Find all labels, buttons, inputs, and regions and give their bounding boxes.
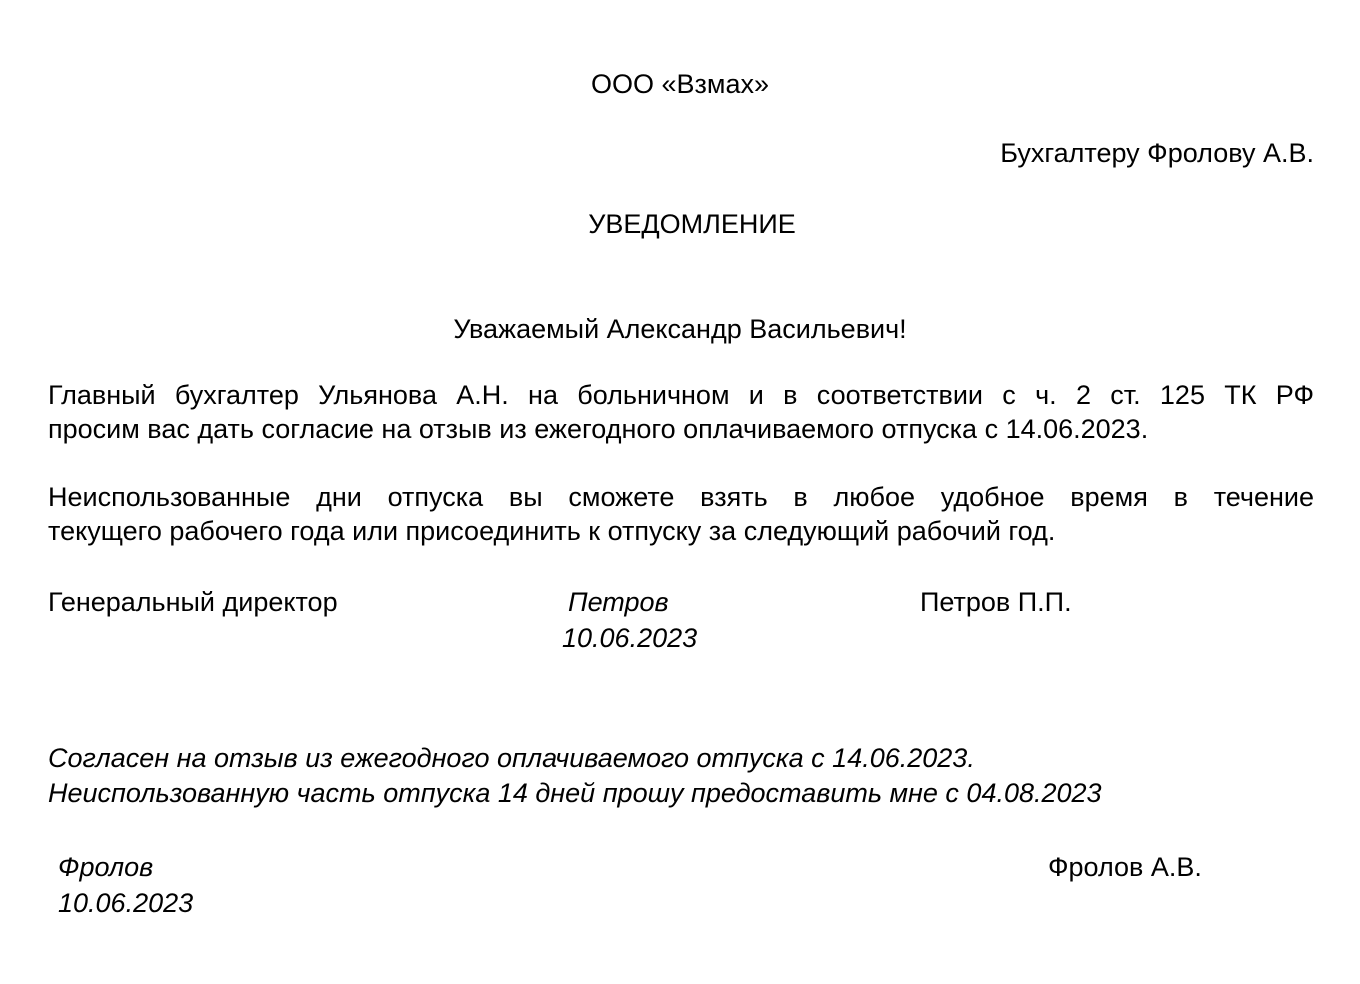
paragraph-1-line-1: Главный бухгалтер Ульянова А.Н. на больничном и в соответствии с ч. 2 ст. 125 ТК РФ	[48, 380, 1314, 410]
paragraph-2	[48, 480, 1314, 548]
salutation: Уважаемый Александр Васильевич!	[453, 314, 907, 344]
consent-line-2: Неиспользованную часть отпуска 14 дней прошу предоставить мне с 04.08.2023	[48, 778, 1102, 808]
document-title: УВЕДОМЛЕНИЕ	[588, 209, 796, 239]
paragraph-2-line-2: текущего рабочего года или присоединить к отпуску за следующий рабочий год.	[48, 516, 1056, 546]
employee-signature: Фролов	[58, 852, 154, 882]
director-position: Генеральный директор	[48, 587, 338, 617]
employee-signature-date: 10.06.2023	[58, 888, 194, 918]
paragraph-2-line-1: Неиспользованные дни отпуска вы сможете взять в любое удобное время в течение	[48, 482, 1314, 512]
organization-name: ООО «Взмах»	[590, 69, 769, 99]
director-signature: Петров	[568, 587, 669, 617]
addressee: Бухгалтеру Фролову А.В.	[1000, 138, 1314, 168]
director-signature-date: 10.06.2023	[562, 623, 698, 653]
paragraph-1	[48, 378, 1314, 446]
paragraph-1-line-2: просим вас дать согласие на отзыв из ежегодного оплачиваемого отпуска с 14.06.2023.	[48, 414, 1149, 444]
employee-name: Фролов А.В.	[1048, 852, 1202, 882]
director-name: Петров П.П.	[920, 587, 1072, 617]
consent-line-1: Согласен на отзыв из ежегодного оплачиваемого отпуска с 14.06.2023.	[48, 743, 975, 773]
